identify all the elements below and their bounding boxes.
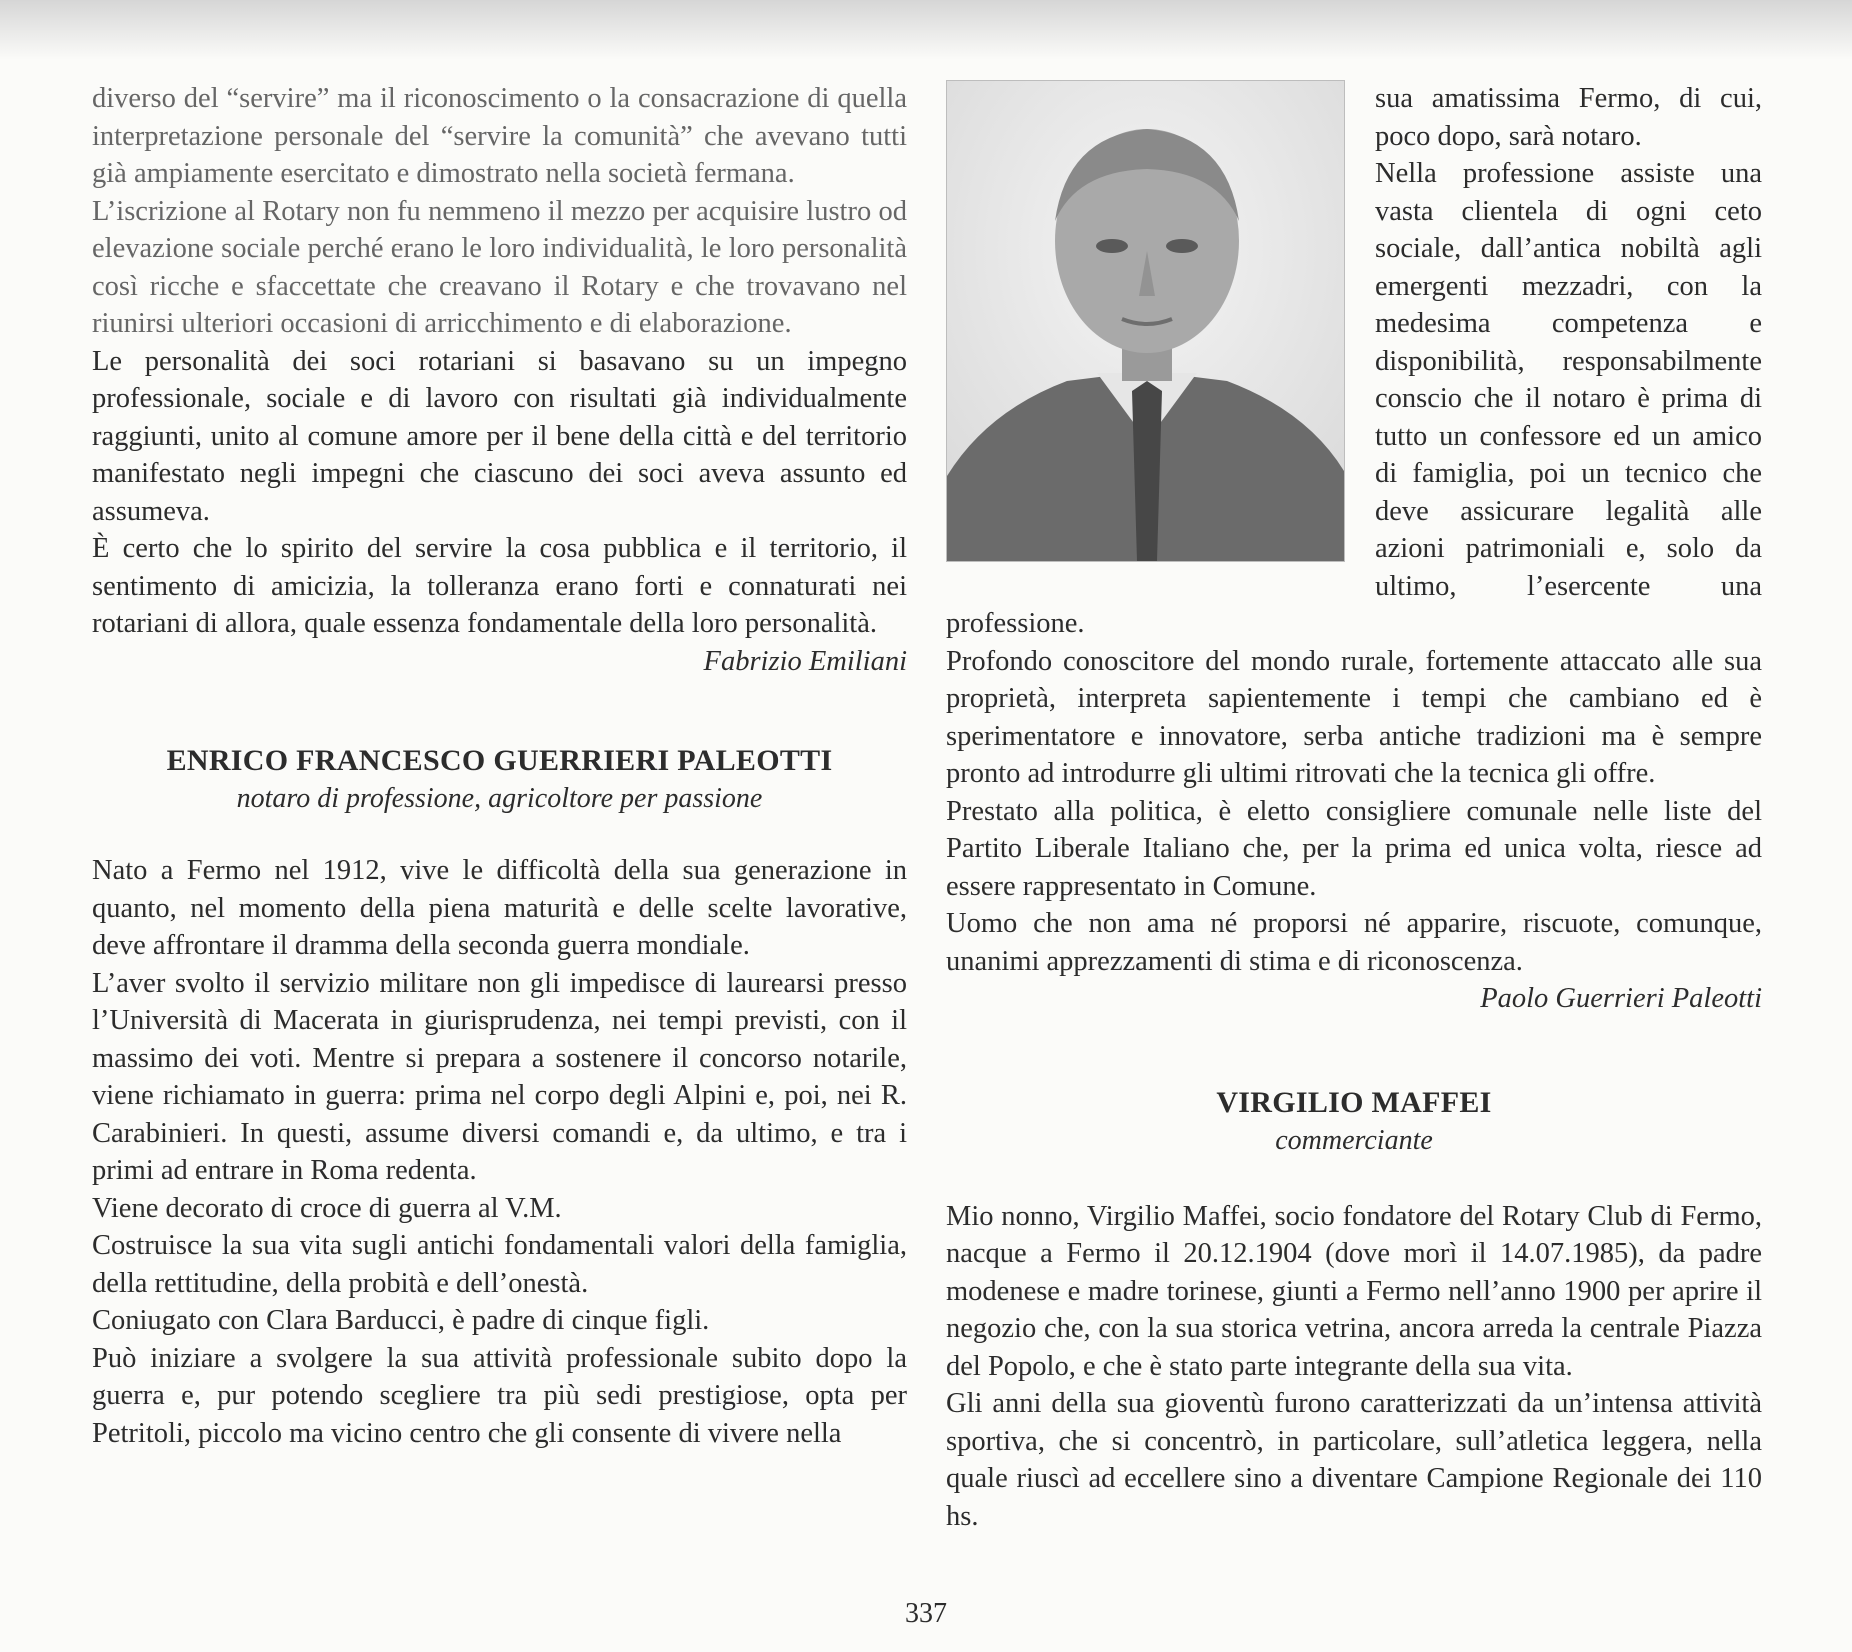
paragraph: Profondo conoscitore del mondo rurale, fortemente attaccato alle sua proprietà, interpreta sapientemente i tempi che cambiano ed è sperimentatore e innovatore, serba antiche tradizioni ma è sempre pronto ad introdurre gli ultimi ritrovati che la tecnica gli offre. (946, 645, 1762, 789)
section-title: ENRICO FRANCESCO GUERRIERI PALEOTTI (166, 744, 833, 777)
page-top-shadow (0, 0, 1852, 60)
paragraph: L’iscrizione al Rotary non fu nemmeno il mezzo per acquisire lustro od elevazione sociale perché erano le loro individualità, le loro personalità così ricche e sfaccettate che creavano il Rotary e che trovavano nel riunirsi ulteriori occasioni di arricchimento e di elaborazione. (92, 195, 907, 339)
portrait-image (947, 81, 1344, 561)
paragraph: È certo che lo spirito del servire la cosa pubblica e il territorio, il sentimento di amicizia, la tolleranza erano forti e connaturati nei rotariani di allora, quale essenza fondamentale della loro personalità. (92, 533, 907, 639)
section-title: VIRGILIO MAFFEI (1216, 1085, 1492, 1119)
page-number: 337 (905, 1598, 947, 1629)
paragraph: Uomo che non ama né proporsi né apparire, riscuote, comunque, unanimi apprezzamenti di stima e di riconoscenza. (946, 908, 1762, 977)
paragraph: Nato a Fermo nel 1912, vive le difficoltà della sua generazione in quanto, nel momento della piena maturità e delle scelte lavorative, deve affrontare il dramma della seconda guerra mondiale. (92, 855, 907, 961)
paragraph: Gli anni della sua gioventù furono caratterizzati da un’intensa attività sportiva, che si concentrò, in particolare, sull’atletica leggera, nella quale riuscì ad eccellere sino a diventare Campione Regionale dei 110 hs. (946, 1388, 1762, 1532)
section-subtitle: notaro di professione, agricoltore per passione (236, 783, 763, 814)
portrait-photo (946, 80, 1345, 562)
paragraph: Costruisce la sua vita sugli antichi fondamentali valori della famiglia, della rettitudine, della probità e dell’onestà. (92, 1230, 907, 1299)
paragraph: Le personalità dei soci rotariani si basavano su un impegno professionale, sociale e di lavoro con risultati già individualmente raggiunti, unito al comune amore per il bene della città e del territorio manifestato negli impegni che ciascuno dei soci aveva assunto ed assumeva. (92, 345, 907, 527)
paragraph: Mio nonno, Virgilio Maffei, socio fondatore del Rotary Club di Fermo, nacque a Fermo il 20.12.1904 (dove morì il 14.07.1985), da padre modenese e madre torinese, giunti a Fermo nell’anno 1900 per aprire il negozio che, con la sua storica vetrina, ancora arreda la centrale Piazza del Popolo, e che è stato parte integrante della sua vita. (946, 1200, 1762, 1382)
paragraph: L’aver svolto il servizio militare non gli impedisce di laurearsi presso l’Università di Macerata in giurisprudenza, nei tempi previsti, con il massimo dei voti. Mentre si prepara a sostenere il concorso notarile, viene richiamato in guerra: prima nel corpo degli Alpini e, poi, nei R. Carabinieri. In questi, assume diversi comandi e, da ultimo, e tra i primi ad entrare in Roma redenta. (92, 967, 907, 1186)
paragraph: Coniugato con Clara Barducci, è padre di cinque figli. (92, 1305, 710, 1336)
paragraph: Nella professione assiste una vasta clientela di ogni ceto sociale, dall’antica nobiltà agli emergenti mezzadri, con la medesima competenza e disponibilità, responsabilmente conscio che il notaro è prima di tutto un confessore ed un amico di famiglia, poi un tecnico che deve assicurare legalità alle azioni patrimoniali e, solo da ultimo, l’esercente una professione. (946, 158, 1762, 639)
paragraph: Può iniziare a svolgere la sua attività professionale subito dopo la guerra e, pur potendo scegliere tra più sedi prestigiose, opta per Petritoli, piccolo ma vicino centro che gli consente di vivere nella (92, 1342, 907, 1449)
left-column (92, 80, 907, 1452)
right-column (946, 80, 1762, 1535)
paragraph: Prestato alla politica, è eletto consigliere comunale nelle liste del Partito Liberale Italiano che, per la prima ed unica volta, riesce ad essere rappresentato in Comune. (946, 795, 1762, 902)
author-signature: Fabrizio Emiliani (703, 645, 907, 677)
author-signature: Paolo Guerrieri Paleotti (1480, 983, 1762, 1014)
paragraph: diverso del “servire” ma il riconoscimento o la consacrazione di quella interpretazione personale del “servire la comunità” che avevano tutti già ampiamente esercitato e dimostrato nella società fermana. (92, 83, 907, 189)
paragraph: sua amatissima Fermo, di cui, poco dopo, sarà notaro. (1375, 83, 1762, 152)
paragraph: Viene decorato di croce di guerra al V.M. (92, 1192, 562, 1224)
section-subtitle: commerciante (1275, 1124, 1433, 1156)
